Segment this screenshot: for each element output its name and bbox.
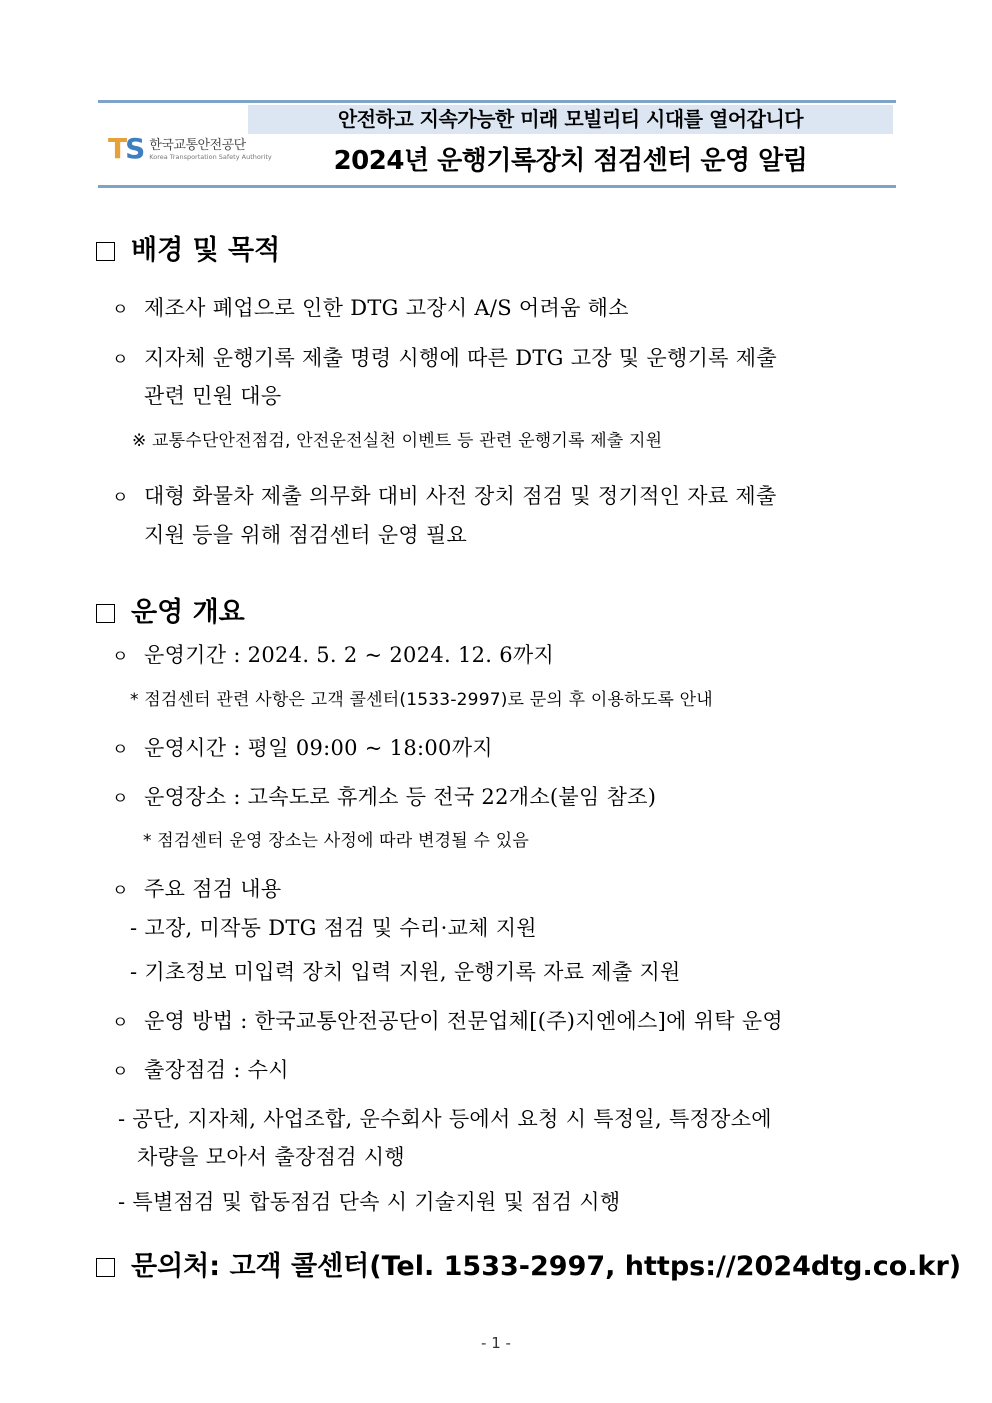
logo-mark: TS <box>108 132 144 165</box>
list-item-continuation: 지원 등을 위해 점검센터 운영 필요 <box>144 523 468 547</box>
onsite-inspection-item-continuation: 차량을 모아서 출장점검 시행 <box>137 1145 405 1169</box>
document-title: 2024년 운행기록장치 점검센터 운영 알림 <box>333 146 808 176</box>
operation-hours: ㅇ 운영시간 : 평일 09:00 ~ 18:00까지 <box>112 736 493 760</box>
page-number: - 1 - <box>481 1334 511 1352</box>
list-item: ㅇ 제조사 폐업으로 인한 DTG 고장시 A/S 어려움 해소 <box>112 296 629 320</box>
location-note: * 점검센터 운영 장소는 사정에 따라 변경될 수 있음 <box>143 831 529 851</box>
square-bullet-icon <box>96 242 115 261</box>
document-header <box>98 100 896 188</box>
operation-method: ㅇ 운영 방법 : 한국교통안전공단이 전문업체[(주)지엔에스]에 위탁 운영 <box>112 1009 784 1033</box>
reference-note: ※ 교통수단안전점검, 안전운전실천 이벤트 등 관련 운행기록 제출 지원 <box>132 431 663 451</box>
section-heading-background: 배경 및 목적 <box>96 233 280 269</box>
onsite-inspection-item: - 공단, 지자체, 사업조합, 운수회사 등에서 요청 시 특정일, 특정장소에 <box>118 1107 772 1131</box>
onsite-inspection-item: - 특별점검 및 합동점검 단속 시 기술지원 및 점검 시행 <box>118 1190 621 1214</box>
logo-text-english: Korea Transportation Safety Authority <box>149 152 272 161</box>
operation-location: ㅇ 운영장소 : 고속도로 휴게소 등 전국 22개소(붙임 참조) <box>112 785 657 809</box>
list-item: ㅇ 지자체 운행기록 제출 명령 시행에 따른 DTG 고장 및 운행기록 제출 <box>112 346 777 370</box>
inspection-content-item: - 기초정보 미입력 장치 입력 지원, 운행기록 자료 제출 지원 <box>130 960 681 984</box>
slogan-banner: 안전하고 지속가능한 미래 모빌리티 시대를 열어갑니다 <box>248 105 893 134</box>
list-item: ㅇ 대형 화물차 제출 의무화 대비 사전 장치 점검 및 정기적인 자료 제출 <box>112 484 777 508</box>
inspection-content-item: - 고장, 미작동 DTG 점검 및 수리·교체 지원 <box>130 916 537 940</box>
square-bullet-icon <box>96 604 115 623</box>
onsite-inspection: ㅇ 출장점검 : 수시 <box>112 1058 289 1082</box>
operation-period: ㅇ 운영기간 : 2024. 5. 2 ~ 2024. 12. 6까지 <box>112 643 555 667</box>
square-bullet-icon <box>96 1258 115 1277</box>
section-heading-contact: 문의처: 고객 콜센터(Tel. 1533-2997, https://2024dtg.co.kr) <box>96 1249 961 1285</box>
inspection-content-title: ㅇ 주요 점검 내용 <box>112 877 282 901</box>
logo-text-korean: 한국교통안전공단 <box>149 137 246 153</box>
period-note: * 점검센터 관련 사항은 고객 콜센터(1533-2997)로 문의 후 이용하도록 안내 <box>130 690 713 710</box>
list-item-continuation: 관련 민원 대응 <box>144 384 282 408</box>
section-heading-overview: 운영 개요 <box>96 595 245 631</box>
